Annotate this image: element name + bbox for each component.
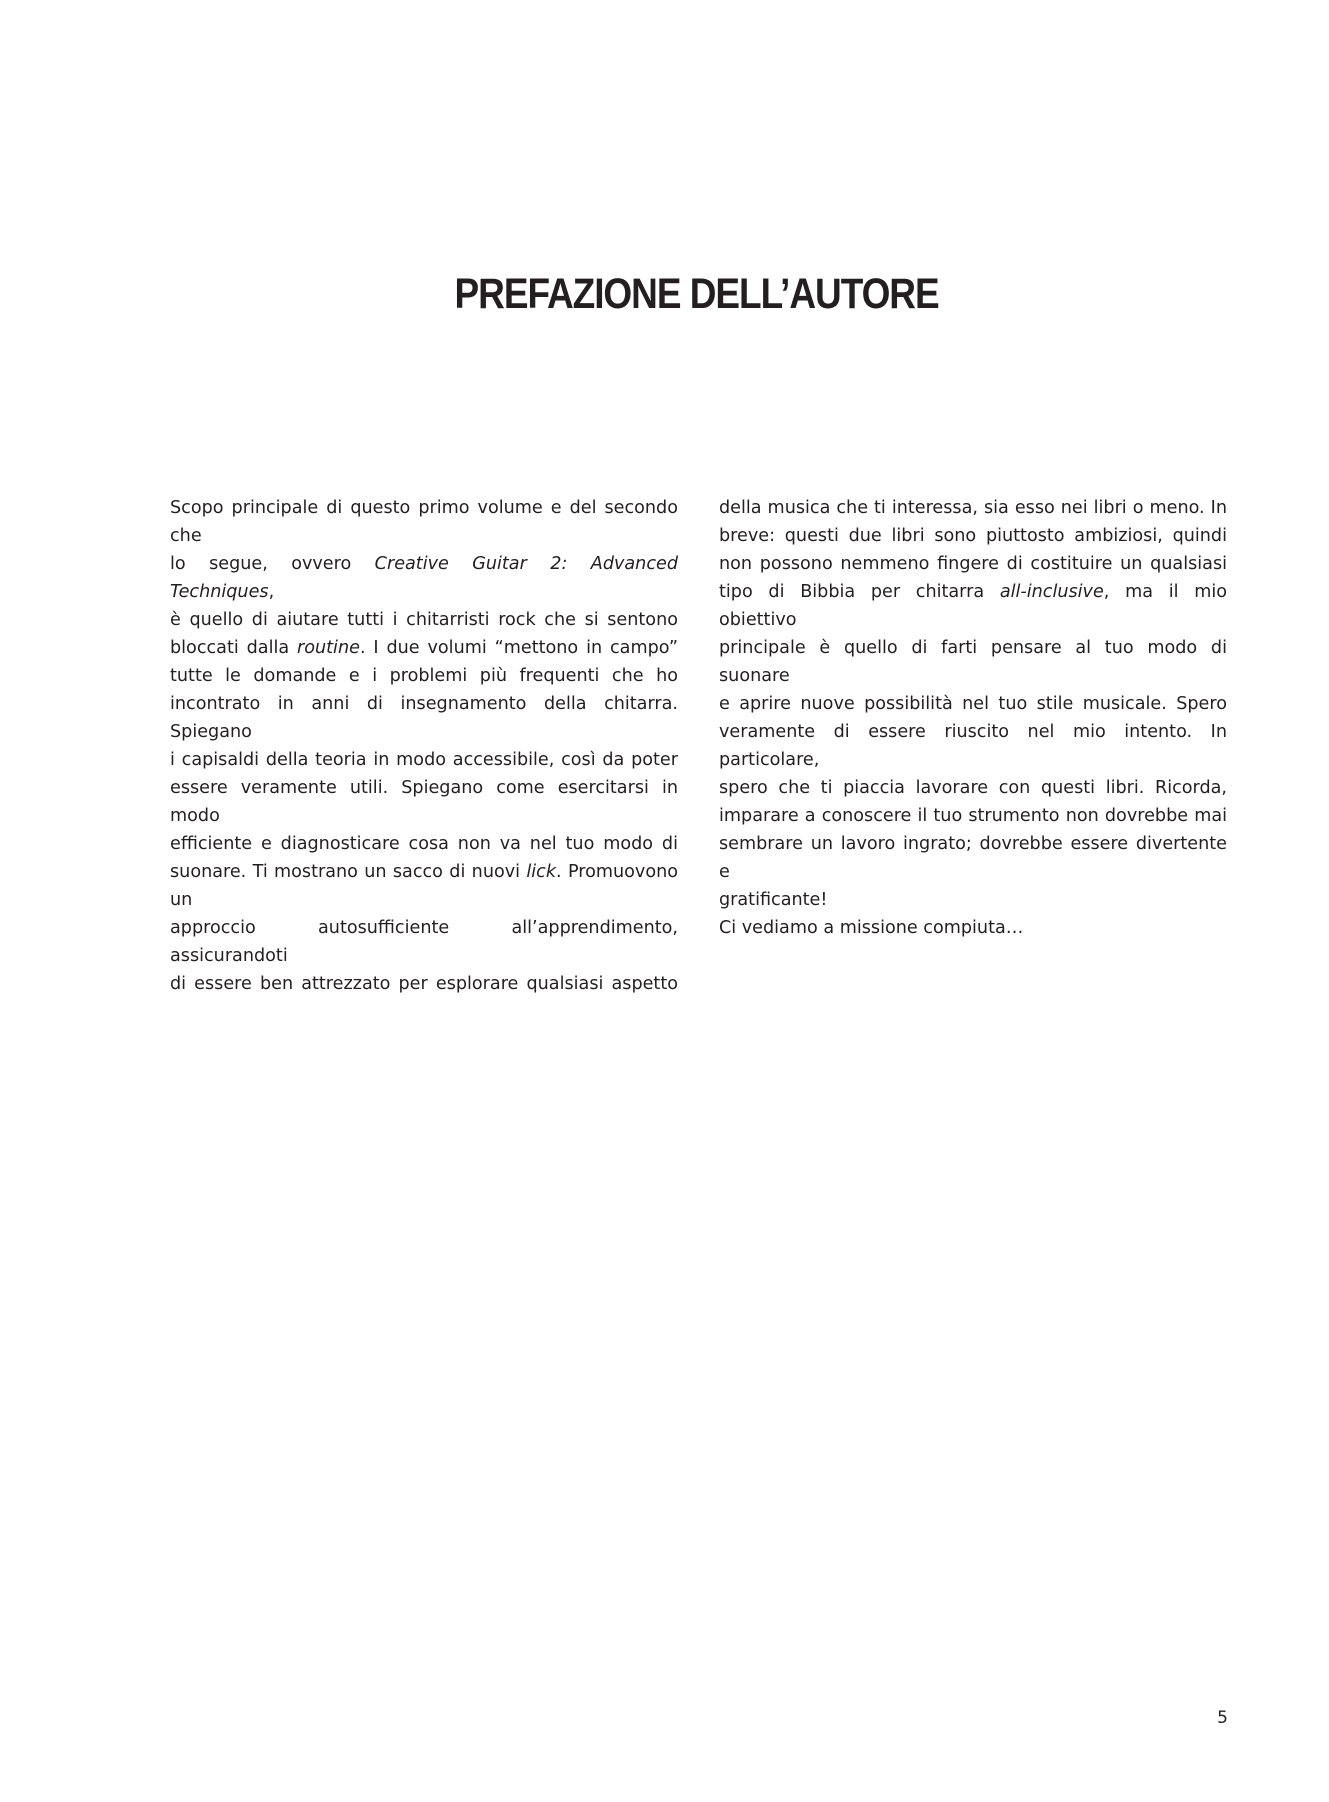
text-run: gratificante!: [719, 890, 828, 910]
italic-text: all-inclusive: [999, 582, 1104, 602]
text-line: [719, 802, 1227, 830]
italic-text: Creative Guitar 2: Advanced Techniques: [170, 554, 678, 602]
text-run: Ci vediamo a missione compiuta…: [719, 918, 1024, 938]
text-run: spero che ti piaccia lavorare con questi libri. Ricorda,: [719, 778, 1227, 798]
text-run: . Promuovono un: [170, 862, 678, 910]
text-run: principale è quello di farti pensare al tuo modo di suonare: [719, 638, 1227, 686]
text-column-right: [719, 494, 1227, 942]
text-run: , ma il mio obiettivo: [719, 582, 1227, 630]
text-line: [719, 522, 1227, 550]
text-run: Scopo principale di questo primo volume e del secondo che: [170, 498, 678, 546]
text-run: essere veramente utili. Spiegano come esercitarsi in modo: [170, 778, 678, 826]
italic-text: routine: [297, 638, 360, 658]
text-run: sembrare un lavoro ingrato; dovrebbe essere divertente e: [719, 834, 1227, 882]
page-number: 5: [1217, 1708, 1228, 1728]
page-title: PREFAZIONE DELL’AUTORE: [454, 270, 939, 318]
text-line: [170, 550, 678, 606]
text-line: [170, 746, 678, 774]
text-line: [170, 606, 678, 634]
text-line: [719, 914, 1227, 942]
text-line: [719, 774, 1227, 802]
text-run: e aprire nuove possibilità nel tuo stile musicale. Spero: [719, 694, 1227, 714]
text-line: [170, 494, 678, 550]
text-run: incontrato in anni di insegnamento della chitarra. Spiegano: [170, 694, 678, 742]
text-line: [719, 886, 1227, 914]
text-line: [719, 634, 1227, 690]
text-run: tutte le domande e i problemi più frequenti che ho: [170, 666, 678, 686]
text-run: suonare. Ti mostrano un sacco di nuovi: [170, 862, 527, 882]
text-run: di essere ben attrezzato per esplorare qualsiasi aspetto: [170, 974, 678, 994]
text-line: [719, 578, 1227, 634]
text-column-left: [170, 494, 678, 998]
text-line: [170, 858, 678, 914]
text-run: della musica che ti interessa, sia esso nei libri o meno. In: [719, 498, 1227, 518]
text-line: [170, 914, 678, 970]
text-line: [719, 550, 1227, 578]
text-line: [719, 494, 1227, 522]
text-run: lo segue, ovvero: [170, 554, 375, 574]
text-line: [170, 634, 678, 662]
text-line: [170, 830, 678, 858]
text-run: tipo di Bibbia per chitarra: [719, 582, 1000, 602]
text-line: [170, 774, 678, 830]
text-run: veramente di essere riuscito nel mio intento. In particolare,: [719, 722, 1227, 770]
text-run: . I due volumi “mettono in campo”: [359, 638, 678, 658]
text-run: breve: questi due libri sono piuttosto ambiziosi, quindi: [719, 526, 1227, 546]
text-run: efficiente e diagnosticare cosa non va nel tuo modo di: [170, 834, 678, 854]
text-run: i capisaldi della teoria in modo accessibile, così da poter: [170, 750, 678, 770]
text-line: [170, 662, 678, 690]
text-run: approccio autosufficiente all’apprendimento, assicurandoti: [170, 918, 678, 966]
text-line: [719, 718, 1227, 774]
text-run: è quello di aiutare tutti i chitarristi rock che si sentono: [170, 610, 678, 630]
text-line: [170, 690, 678, 746]
text-run: ,: [268, 582, 275, 602]
text-line: [170, 970, 678, 998]
text-run: bloccati dalla: [170, 638, 298, 658]
text-run: non possono nemmeno fingere di costituire un qualsiasi: [719, 554, 1227, 574]
italic-text: lick: [526, 862, 557, 882]
text-run: imparare a conoscere il tuo strumento non dovrebbe mai: [719, 806, 1227, 826]
text-line: [719, 830, 1227, 886]
text-line: [719, 690, 1227, 718]
